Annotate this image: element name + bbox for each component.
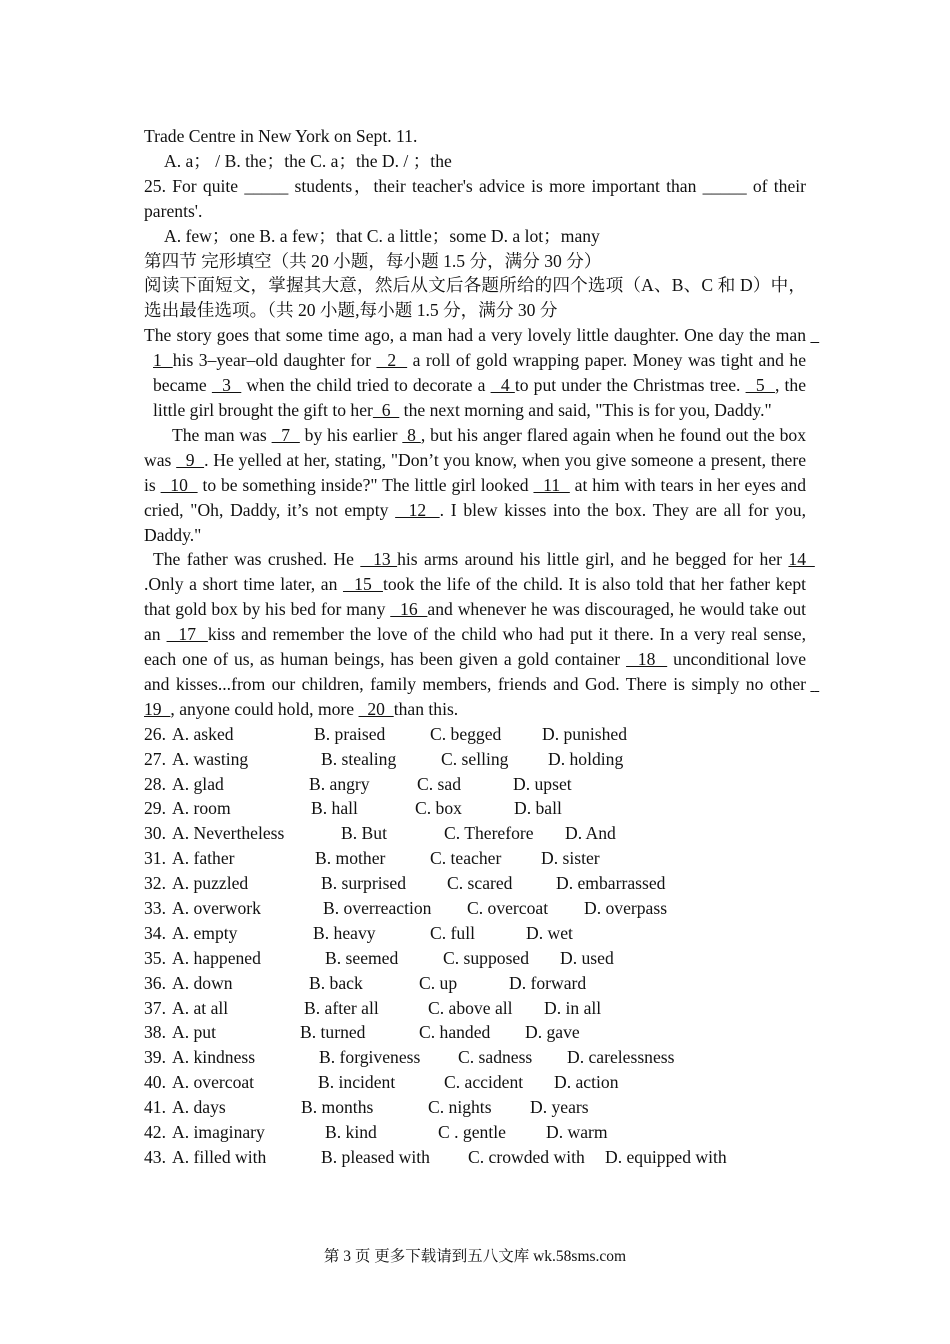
passage-text: his arms around his little girl, and he begged for her: [397, 549, 789, 570]
option-c: C. up: [419, 972, 458, 993]
option-c: C. full: [430, 922, 475, 943]
option-d: D. upset: [513, 773, 572, 794]
question-row: [144, 871, 806, 896]
passage-text: than this.: [393, 698, 459, 719]
option-b: B. seemed: [325, 947, 399, 968]
blank: 12: [395, 499, 440, 520]
blank: 14: [788, 549, 815, 570]
passage-text: The man was: [172, 424, 272, 445]
q25-options: A. few；one B. a few；that C. a little；some D. a lot；many: [164, 225, 600, 246]
passage-text: to be something inside?" The little girl looked: [197, 474, 534, 495]
question-number: 41.: [144, 1097, 166, 1118]
question-number: 29.: [144, 798, 166, 819]
option-b: B. heavy: [313, 922, 376, 943]
blank: 11: [533, 474, 570, 495]
option-a: A. father: [172, 848, 235, 869]
option-a: A. glad: [172, 773, 224, 794]
option-b: B. pleased with: [321, 1146, 430, 1167]
option-b: B. hall: [311, 798, 358, 819]
passage-paragraph-3: [144, 547, 820, 721]
q25-stem: 25. For quite _____ students，their teacher's advice is more important than _____ of their parents'.: [144, 175, 806, 221]
option-c: C. begged: [430, 723, 502, 744]
option-c: C. accident: [444, 1072, 524, 1093]
option-d: D. wet: [526, 922, 573, 943]
passage-text: at him with tears in her eyes and cried, "Oh, Daddy, it’s not empty: [144, 474, 811, 520]
question-row: [144, 996, 806, 1021]
option-a: A. days: [172, 1097, 226, 1118]
option-d: D. action: [554, 1072, 619, 1093]
question-number: 38.: [144, 1022, 166, 1043]
option-d: D. carelessness: [567, 1047, 675, 1068]
passage-text: took the life of the child. It is also told that her father kept that gold box by his bed for many: [144, 574, 811, 620]
passage-text: by his earlier: [299, 424, 403, 445]
blank: 1: [153, 325, 820, 371]
blank: 6: [372, 399, 400, 420]
question-row: [144, 1120, 806, 1145]
passage-text: to put under the Christmas tree.: [514, 375, 746, 396]
option-c: C . gentle: [438, 1122, 506, 1142]
question-list: [144, 722, 806, 1170]
question-row: [144, 896, 806, 921]
option-d: D. embarrassed: [556, 873, 666, 894]
option-d: D. overpass: [584, 897, 668, 918]
option-a: A. happened: [172, 947, 261, 968]
question-row: [144, 796, 806, 821]
option-d: D. used: [560, 947, 614, 968]
blank: 7: [271, 424, 300, 445]
option-c: C. nights: [428, 1097, 492, 1118]
blank: 9: [176, 449, 205, 470]
option-b: B. forgiveness: [319, 1047, 421, 1068]
blank: 3: [211, 375, 242, 396]
question-row: [144, 921, 806, 946]
option-c: C. handed: [419, 1022, 491, 1043]
option-a: A. overcoat: [172, 1072, 255, 1093]
question-row: [144, 821, 806, 846]
option-c: C. supposed: [443, 947, 530, 968]
option-a: A. empty: [172, 922, 238, 943]
passage-text: a roll of gold wrapping paper. Money was tight and he became: [153, 350, 811, 396]
option-b: B. turned: [300, 1022, 366, 1043]
question-row: [144, 747, 806, 772]
option-d: D. And: [565, 823, 616, 844]
option-c: C. box: [415, 798, 462, 819]
option-b: B. praised: [314, 723, 386, 744]
question-number: 32.: [144, 873, 166, 894]
option-b: B. surprised: [321, 873, 407, 894]
question-number: 31.: [144, 848, 166, 869]
option-b: B. back: [309, 972, 363, 993]
option-a: A. put: [172, 1022, 216, 1043]
passage-text: unconditional love and kisses...from our children, family members, friends and God. There is simply no other: [144, 649, 811, 694]
option-b: B. months: [301, 1097, 374, 1118]
option-c: C. overcoat: [467, 897, 549, 918]
blank: 16: [390, 599, 428, 620]
option-a: A. asked: [172, 723, 234, 744]
question-number: 36.: [144, 972, 166, 993]
option-b: B. angry: [309, 773, 370, 794]
passage-text: when the child tried to decorate a: [241, 375, 491, 396]
question-number: 26.: [144, 723, 166, 744]
blank: 17: [166, 624, 208, 645]
question-number: 43.: [144, 1146, 166, 1167]
option-a: A. kindness: [172, 1047, 256, 1068]
question-row: [144, 1070, 806, 1095]
blank: 5: [745, 375, 775, 396]
option-c: C. Therefore: [444, 823, 534, 844]
option-d: D. equipped with: [605, 1146, 727, 1167]
option-c: C. sad: [417, 773, 461, 794]
passage-text: , anyone could hold, more: [170, 698, 359, 719]
blank: 4: [490, 375, 515, 396]
option-c: C. above all: [428, 997, 513, 1018]
blank: 2: [376, 350, 408, 371]
option-a: A. down: [172, 972, 233, 993]
passage-text: his 3–year–old daughter for: [172, 350, 377, 371]
option-d: D. sister: [541, 848, 600, 869]
option-a: A. filled with: [172, 1146, 267, 1167]
option-a: A. room: [172, 798, 231, 819]
option-d: D. punished: [542, 723, 628, 744]
passage-text: and whenever he was discouraged, he would take out an: [144, 599, 811, 645]
question-row: [144, 971, 806, 996]
option-d: D. forward: [509, 972, 587, 993]
question-number: 27.: [144, 748, 166, 769]
option-d: D. warm: [546, 1122, 608, 1142]
option-b: B. mother: [315, 848, 386, 869]
question-row: [144, 846, 806, 871]
option-c: C. scared: [447, 873, 513, 894]
passage-text: . He yelled at her, stating, "Don’t you know, when you give someone a present, there is: [144, 449, 811, 495]
passage-text: , but his anger flared again when he found out the box was: [144, 424, 811, 470]
question-number: 35.: [144, 947, 166, 968]
question-number: 33.: [144, 897, 166, 918]
question-row: [144, 946, 806, 971]
option-a: A. at all: [172, 997, 229, 1018]
passage-text: . I blew kisses into the box. They are all for you, Daddy.": [144, 499, 811, 545]
question-number: 39.: [144, 1047, 166, 1068]
question-row: [144, 722, 806, 747]
question-number: 40.: [144, 1072, 166, 1093]
passage-text: The story goes that some time ago, a man had a very lovely little daughter. One day the man: [144, 325, 811, 346]
option-c: C. crowded with: [468, 1146, 585, 1167]
option-a: A. wasting: [172, 748, 249, 769]
option-c: C. teacher: [430, 848, 502, 869]
question-number: 30.: [144, 823, 166, 844]
passage-paragraph-2: [144, 423, 811, 548]
option-d: D. gave: [525, 1022, 580, 1043]
blank: 19: [144, 673, 820, 719]
passage-text: the next morning and said, "This is for you, Daddy.": [399, 399, 772, 420]
option-c: C. sadness: [458, 1047, 533, 1068]
passage-text: The father was crushed. He: [153, 549, 361, 570]
passage-paragraph-1: [144, 323, 820, 423]
blank: 15: [342, 574, 383, 595]
q24-options: A. a； / B. the；the C. a；the D. / ；the: [164, 150, 452, 171]
option-d: D. holding: [548, 748, 624, 769]
option-a: A. puzzled: [172, 873, 249, 894]
option-b: B. after all: [304, 997, 379, 1018]
option-b: B. stealing: [321, 748, 397, 769]
question-number: 37.: [144, 997, 166, 1018]
option-b: B. kind: [325, 1122, 377, 1142]
option-d: D. in all: [544, 997, 602, 1018]
passage-text: .Only a short time later, an: [144, 574, 343, 595]
blank: 20: [358, 698, 394, 719]
question-number: 42.: [144, 1122, 166, 1142]
blank: 18: [626, 649, 668, 670]
question-row: [144, 1045, 806, 1070]
option-b: B. overreaction: [323, 897, 432, 918]
question-row: [144, 1095, 806, 1120]
option-d: D. years: [530, 1097, 589, 1118]
blank: 8: [402, 424, 421, 445]
blank: 10: [160, 474, 198, 495]
page-footer: 第 3 页 更多下载请到五八文库 wk.58sms.com: [323, 1248, 627, 1265]
question-number: 28.: [144, 773, 166, 794]
option-a: A. overwork: [172, 897, 261, 918]
question-row: [144, 1020, 806, 1045]
question-row: [144, 1145, 806, 1170]
option-a: A. imaginary: [172, 1122, 265, 1142]
blank: 13: [360, 549, 398, 570]
question-number: 34.: [144, 922, 166, 943]
section-instruction: 阅读下面短文，掌握其大意，然后从文后各题所给的四个选项（A、B、C 和 D）中，选出最佳选项。（共 20 小题,每小题 1.5 分，满分 30 分: [144, 275, 806, 321]
passage-text: , the little girl brought the gift to her: [153, 375, 811, 420]
option-b: B. But: [341, 823, 387, 844]
section-title: 第四节 完形填空（共 20 小题，每小题 1.5 分，满分 30 分）: [144, 250, 602, 271]
question-row: [144, 772, 806, 797]
top-line-1: Trade Centre in New York on Sept. 11.: [144, 126, 418, 146]
option-d: D. ball: [514, 798, 562, 819]
option-b: B. incident: [318, 1072, 396, 1093]
document-page: [144, 124, 820, 1170]
option-a: A. Nevertheless: [172, 823, 285, 844]
passage-text: kiss and remember the love of the child who had put it there. In a very real sense, each one of us, as human beings, has been given a gold container: [144, 624, 811, 670]
option-c: C. selling: [441, 748, 509, 769]
